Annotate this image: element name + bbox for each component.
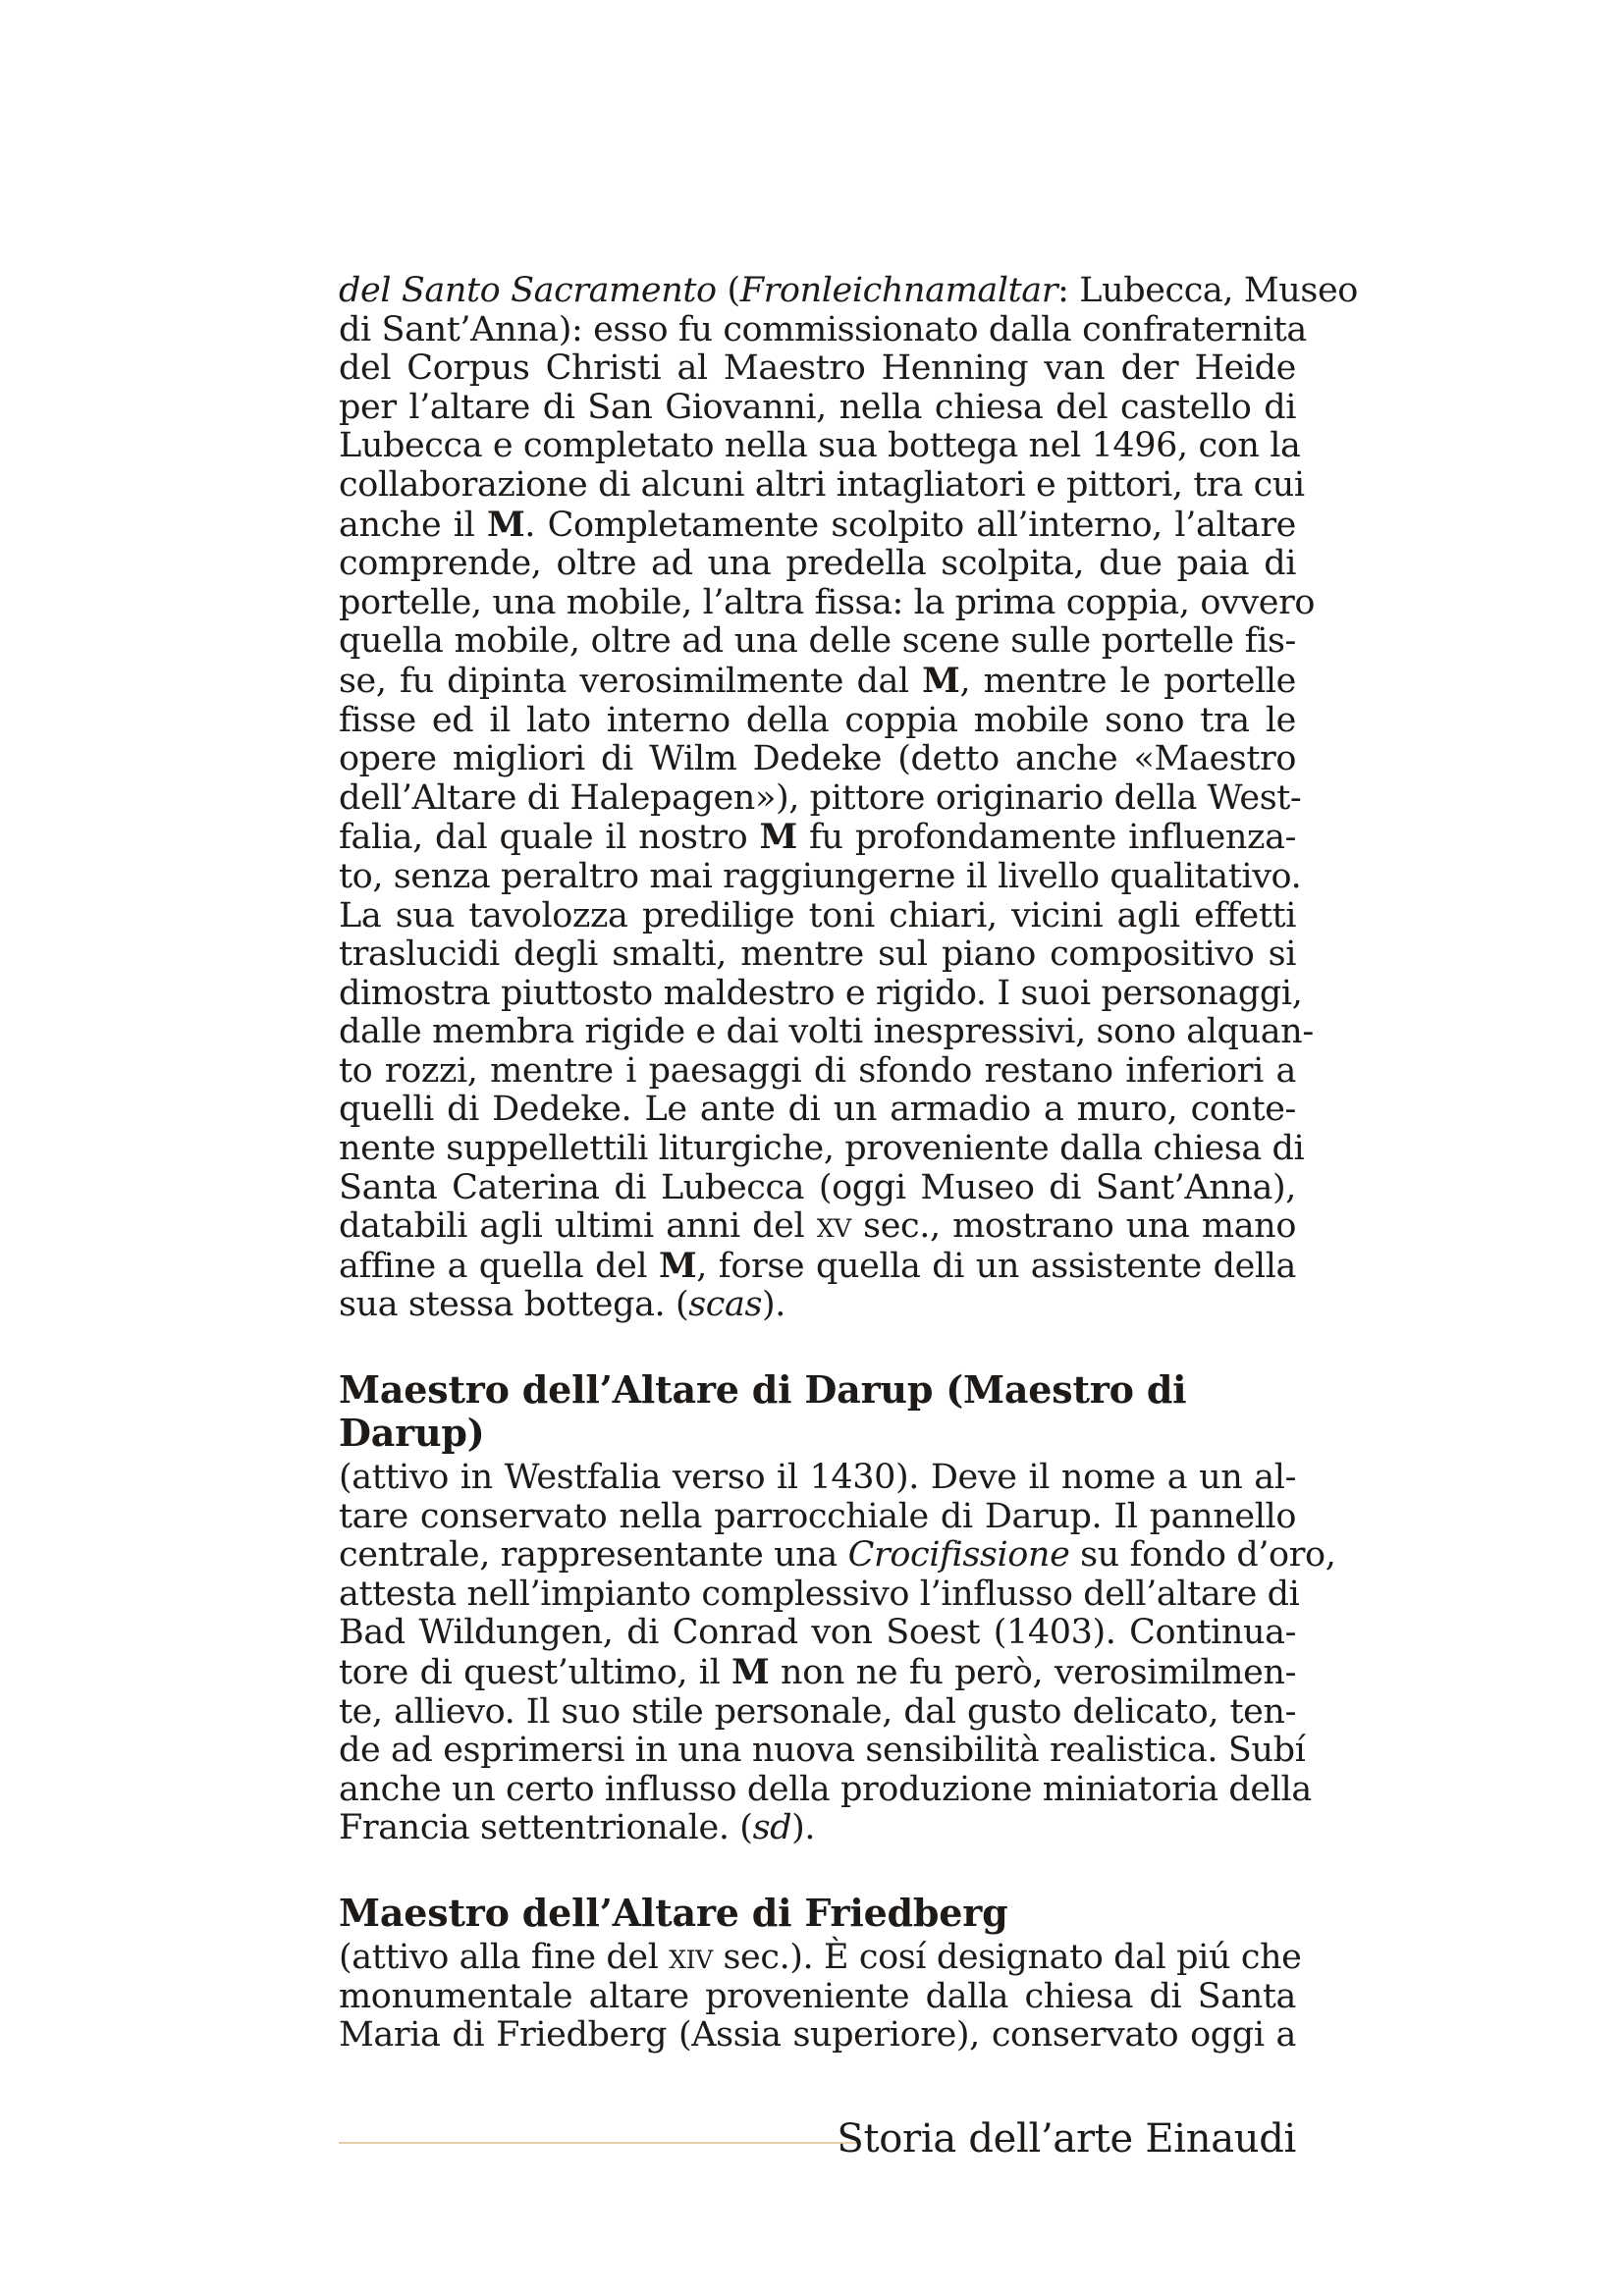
entry-body-friedberg	[339, 1937, 1302, 2056]
text-line: La sua tavolozza predilige toni chiari, vicini agli effetti	[339, 895, 1296, 935]
text-line: falia, dal quale il nostro M fu profondamente influenza-	[339, 817, 1296, 858]
text-line: anche un certo influsso della produzione miniatoria della	[339, 1769, 1312, 1809]
text-line: per l’altare di San Giovanni, nella chiesa del castello di	[339, 387, 1296, 427]
text-line: opere migliori di Wilm Dedeke (detto anche «Maestro	[339, 739, 1296, 779]
text-line: (attivo alla fine del xiv sec.). È cosí designato dal piú che	[339, 1937, 1302, 1977]
continuation-paragraph	[339, 271, 1358, 1325]
text-line: di Sant’Anna): esso fu commissionato dalla confraternita	[339, 309, 1307, 349]
text-line: collaborazione di alcuni altri intagliatori e pittori, tra cui	[339, 464, 1305, 505]
text-line: nente suppellettili liturgiche, proveniente dalla chiesa di	[339, 1129, 1305, 1169]
entry-title-darup: Maestro dell’Altare di Darup (Maestro di Darup)	[339, 1367, 1187, 1456]
text-line: se, fu dipinta verosimilmente dal M, mentre le portelle	[339, 660, 1296, 701]
text-line: fisse ed il lato interno della coppia mobile sono tra le	[339, 700, 1296, 740]
text-line: anche il M. Completamente scolpito all’interno, l’altare	[339, 504, 1296, 545]
text-line: del Santo Sacramento (Fronleichnamaltar: Lubecca, Museo	[339, 271, 1358, 310]
footer-publisher: Storia dell’arte Einaudi	[837, 2116, 1296, 2162]
text-line: te, allievo. Il suo stile personale, dal gusto delicato, ten-	[339, 1691, 1296, 1732]
text-line: monumentale altare proveniente dalla chiesa di Santa	[339, 1976, 1296, 2016]
text-line: quella mobile, oltre ad una delle scene sulle portelle fis-	[339, 621, 1296, 662]
text-line: to rozzi, mentre i paesaggi di sfondo restano inferiori a	[339, 1050, 1296, 1091]
text-line: del Corpus Christi al Maestro Henning van der Heide	[339, 348, 1296, 389]
text-line: affine a quella del M, forse quella di un assistente della	[339, 1245, 1296, 1286]
text-line: comprende, oltre ad una predella scolpita, due paia di	[339, 544, 1296, 584]
text-column	[339, 271, 1358, 2056]
text-line: Francia settentrionale. (sd).	[339, 1808, 816, 1848]
text-line: Maria di Friedberg (Assia superiore), conservato oggi a	[339, 2015, 1296, 2056]
text-line: Lubecca e completato nella sua bottega nel 1496, con la	[339, 426, 1301, 466]
text-line: quelli di Dedeke. Le ante di un armadio a muro, conte-	[339, 1090, 1296, 1130]
text-line: Bad Wildungen, di Conrad von Soest (1403). Continua-	[339, 1613, 1296, 1653]
text-line: databili agli ultimi anni del xv sec., mostrano una mano	[339, 1206, 1296, 1247]
entry-body-darup	[339, 1458, 1336, 1848]
text-line: dell’Altare di Halepagen»), pittore originario della West-	[339, 777, 1302, 818]
text-line: attesta nell’impianto complessivo l’influsso dell’altare di	[339, 1574, 1300, 1614]
text-line: de ad esprimersi in una nuova sensibilità realistica. Subí	[339, 1731, 1306, 1771]
text-line: Santa Caterina di Lubecca (oggi Museo di Sant’Anna),	[339, 1167, 1296, 1207]
text-line: to, senza peraltro mai raggiungerne il livello qualitativo.	[339, 856, 1302, 896]
footer-rule	[339, 2142, 859, 2144]
text-line: (attivo in Westfalia verso il 1430). Deve il nome a un al-	[339, 1458, 1296, 1498]
entry-title-friedberg: Maestro dell’Altare di Friedberg	[339, 1890, 1008, 1935]
text-line: portelle, una mobile, l’altra fissa: la prima coppia, ovvero	[339, 582, 1316, 622]
text-line: tore di quest’ultimo, il M non ne fu però, verosimilmen-	[339, 1652, 1296, 1692]
text-line: dimostra piuttosto maldestro e rigido. I suoi personaggi,	[339, 973, 1303, 1013]
text-line: sua stessa bottega. (scas).	[339, 1285, 786, 1325]
text-line: centrale, rappresentante una Crocifissione su fondo d’oro,	[339, 1535, 1336, 1575]
text-line: traslucidi degli smalti, mentre sul piano compositivo si	[339, 934, 1296, 975]
text-line: tare conservato nella parrocchiale di Darup. Il pannello	[339, 1496, 1296, 1536]
text-line: dalle membra rigide e dai volti inespressivi, sono alquan-	[339, 1012, 1314, 1052]
